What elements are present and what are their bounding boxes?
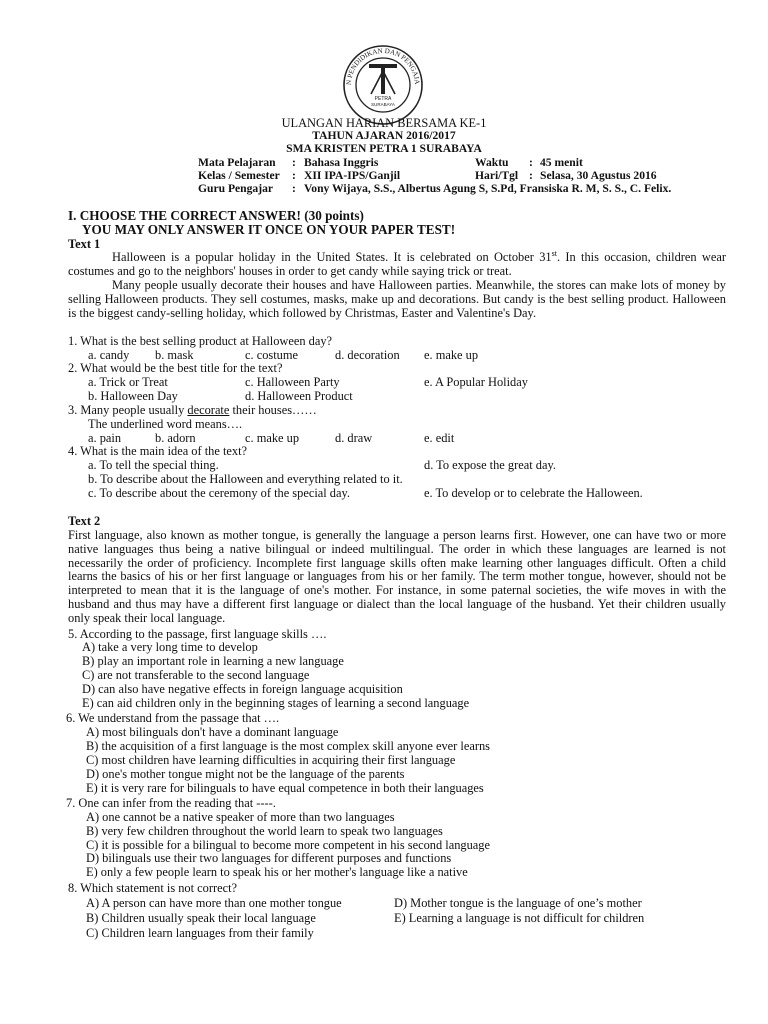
date-value: Selasa, 30 Agustus 2016 — [540, 169, 657, 182]
time-value: 45 menit — [540, 156, 583, 169]
q8-option-e: E) Learning a language is not difficult for children — [394, 911, 645, 925]
class-value: XII IPA-IPS/Ganjil — [304, 169, 401, 182]
q3-stem: 3. Many people usually decorate their houses…… — [68, 403, 317, 417]
q6-option-a: A) most bilinguals don't have a dominant language — [86, 725, 339, 739]
subject-label: Mata Pelajaran — [198, 156, 276, 169]
q2-option-d: d. Halloween Product — [245, 389, 353, 403]
q5-option-e: E) can aid children only in the beginning stages of learning a second language — [82, 696, 470, 710]
q3-option-d: d. draw — [335, 431, 373, 445]
q1-option-c: c. costume — [245, 348, 298, 362]
academic-year: TAHUN AJARAN 2016/2017 — [312, 129, 456, 142]
q2-stem: 2. What would be the best title for the text? — [68, 361, 283, 375]
text1-paragraph-2: Many people usually decorate their houses and have Halloween parties. Meanwhile, the stores can make lots of money by selling Halloween products. They sell costumes, masks, make up and decorations. But candy is the best selling product. Halloween is the biggest candy-selling holiday, which followed by Christmas, Easter and Valentine's Day. — [68, 278, 726, 320]
text2-label: Text 2 — [68, 514, 101, 528]
teacher-label: Guru Pengajar — [198, 182, 274, 195]
logo-ring-text: N PENDIDIKAN DAN PENGAJA — [344, 46, 422, 86]
q3-option-a: a. pain — [88, 431, 122, 445]
q6-option-c: C) most children have learning difficulties in acquiring their first language — [86, 753, 456, 767]
q6-option-e: E) it is very rare for bilinguals to have equal competence in both their languages — [86, 781, 484, 795]
class-label: Kelas / Semester — [198, 169, 280, 182]
q7-stem: 7. One can infer from the reading that ----. — [66, 796, 276, 810]
date-colon: : — [529, 169, 533, 182]
logo-city-text: SURABAYA — [371, 102, 395, 107]
teacher-colon: : — [292, 182, 296, 195]
q2-option-a: a. Trick or Treat — [88, 375, 168, 389]
q2-option-c: c. Halloween Party — [245, 375, 340, 389]
q1-stem: 1. What is the best selling product at Halloween day? — [68, 334, 333, 348]
q1-option-d: d. decoration — [335, 348, 400, 362]
q3-option-e: e. edit — [424, 431, 455, 445]
exam-title: ULANGAN HARIAN BERSAMA KE-1 — [281, 116, 487, 130]
school-name: SMA KRISTEN PETRA 1 SURABAYA — [286, 142, 482, 155]
subject-value: Bahasa Inggris — [304, 156, 379, 169]
q2-option-b: b. Halloween Day — [88, 389, 178, 403]
q4-option-b: b. To describe about the Halloween and everything related to it. — [88, 472, 403, 486]
school-logo — [341, 44, 425, 126]
q8-option-a: A) A person can have more than one mother tongue — [86, 896, 342, 910]
q6-stem: 6. We understand from the passage that …. — [66, 711, 280, 725]
q8-stem: 8. Which statement is not correct? — [68, 881, 238, 895]
q5-option-d: D) can also have negative effects in foreign language acquisition — [82, 682, 403, 696]
q8-option-b: B) Children usually speak their local language — [86, 911, 316, 925]
subject-colon: : — [292, 156, 296, 169]
q3-option-b: b. adorn — [155, 431, 196, 445]
class-colon: : — [292, 169, 296, 182]
q1-option-e: e. make up — [424, 348, 479, 362]
q5-option-a: A) take a very long time to develop — [82, 640, 258, 654]
q4-option-e: e. To develop or to celebrate the Halloween. — [424, 486, 643, 500]
teacher-value: Vony Wijaya, S.S., Albertus Agung S, S.Pd, Fransiska R. M, S. S., C. Felix. — [304, 182, 672, 195]
q1-option-b: b. mask — [155, 348, 194, 362]
q7-option-e: E) only a few people learn to speak his or her mother's language like a native — [86, 865, 468, 879]
q3-option-c: c. make up — [245, 431, 300, 445]
q1-option-a: a. candy — [88, 348, 130, 362]
time-label: Waktu — [475, 156, 509, 169]
section-instruction: YOU MAY ONLY ANSWER IT ONCE ON YOUR PAPER TEST! — [82, 222, 456, 237]
q4-option-a: a. To tell the special thing. — [88, 458, 219, 472]
q4-stem: 4. What is the main idea of the text? — [68, 444, 248, 458]
q6-option-d: D) one's mother tongue might not be the language of the parents — [86, 767, 405, 781]
text1-paragraph-1: Halloween is a popular holiday in the United States. It is celebrated on October 31st. In this occasion, children wear costumes and go to the neighbors' houses in order to get candy while saying trick or treat. — [68, 248, 726, 278]
q4-option-d: d. To expose the great day. — [424, 458, 556, 472]
q8-option-c: C) Children learn languages from their family — [86, 926, 314, 940]
q7-option-a: A) one cannot be a native speaker of more than two languages — [86, 810, 395, 824]
date-label: Hari/Tgl — [475, 169, 519, 182]
text1-label: Text 1 — [68, 237, 101, 251]
q6-option-b: B) the acquisition of a first language is the most complex skill anyone ever learns — [86, 739, 490, 753]
q5-stem: 5. According to the passage, first language skills …. — [68, 627, 327, 641]
logo-petra-text: PETRA — [374, 96, 392, 102]
q7-option-b: B) very few children throughout the world learn to speak two languages — [86, 824, 443, 838]
q2-option-e: e. A Popular Holiday — [424, 375, 528, 389]
q7-option-d: D) bilinguals use their two languages for different purposes and functions — [86, 851, 452, 865]
q5-option-b: B) play an important role in learning a new language — [82, 654, 344, 668]
q8-option-d: D) Mother tongue is the language of one’s mother — [394, 896, 642, 910]
q4-option-c: c. To describe about the ceremony of the special day. — [88, 486, 350, 500]
q3-subquestion: The underlined word means…. — [88, 417, 243, 431]
text2-paragraph: First language, also known as mother tongue, is generally the language a person learns first. However, one can have two or more native languages thus being a native bilingual or indeed multilingual. The order in which these languages are learned is not necessarily the order of proficiency. Incomplete first language skills often make learning other languages difficult. Often a child learns the basics of his or her first language or languages from his or her family. The term mother tongue, however, should not be interpreted to mean that it is the language of one's mother. For instance, in some paternal societies, the wife moves in with the husband and thus may have a different first language or dialect than the local language of the husband. Yet their children usually only speak their local language. — [68, 528, 726, 625]
q5-option-c: C) are not transferable to the second language — [82, 668, 310, 682]
school-logo-emblem — [341, 44, 425, 126]
q7-option-c: C) it is possible for a bilingual to become more competent in his second language — [86, 838, 490, 852]
time-colon: : — [529, 156, 533, 169]
section-title: I. CHOOSE THE CORRECT ANSWER! (30 points) — [68, 208, 364, 223]
